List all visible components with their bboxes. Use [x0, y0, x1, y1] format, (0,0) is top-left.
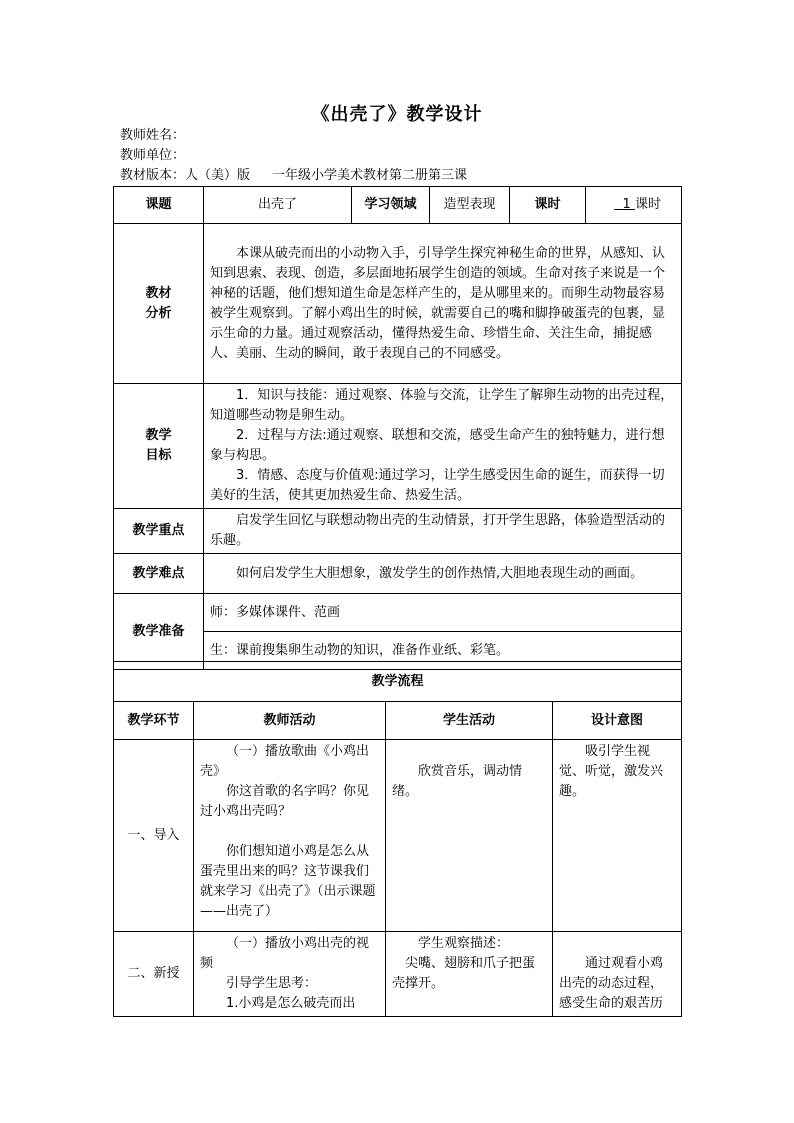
intent-cell: 通过观看小鸡出壳的动态过程，感受生命的艰苦历: [553, 932, 682, 1017]
flow-header-stage: 教学环节: [114, 702, 194, 740]
teacher-unit-line: 教师单位：: [120, 148, 186, 163]
goal-item: 3．情感、态度与价值观:通过学习，让学生感受因生命的诞生，而获得一切美好的生活，使其更加热爱生命、热爱生活。: [210, 468, 665, 503]
edition-line: [120, 167, 467, 185]
flow-header-teacher: 教师活动: [194, 702, 386, 740]
preparation-student: 生：课前搜集卵生动物的知识，准备作业纸、彩笔。: [204, 632, 682, 670]
topic-label: 课题: [114, 187, 204, 224]
table-row: [114, 740, 682, 932]
topic-value: 出壳了: [204, 187, 352, 224]
goals-text: [204, 384, 682, 509]
teaching-flow-table: [113, 661, 682, 1017]
difficulty-text: 如何启发学生大胆想象，激发学生的创作热情,大胆地表现生动的画面。: [204, 554, 682, 594]
key-point-label: 教学重点: [114, 509, 204, 554]
edition-label: 教材版本：人（美）版: [120, 168, 251, 183]
teacher-name-line: 教师姓名：: [120, 128, 186, 143]
flow-title: 教学流程: [114, 662, 682, 702]
table-row: [114, 932, 682, 1017]
preparation-teacher: 师：多媒体课件、范画: [204, 594, 682, 632]
goal-item: 1．知识与技能：通过观察、体验与交流，让学生了解卵生动物的出壳过程，知道哪些动物是卵生动。: [210, 388, 674, 423]
intent-cell: 吸引学生视觉、听觉，激发兴趣。: [553, 740, 682, 932]
teacher-activity-cell: （一）播放歌曲《小鸡出壳》 你这首歌的名字吗？你见过小鸡出壳吗？ 你们想知道小鸡是怎么从蛋壳里出来的吗？这节课我们就来学习《出壳了》（出示课题——出壳了）: [194, 740, 386, 932]
hours-cell: [586, 187, 682, 224]
student-activity-cell: 学生观察描述： 尖嘴、翅膀和爪子把蛋壳撑开。: [386, 932, 553, 1017]
preparation-label: 教学准备: [114, 594, 204, 670]
lesson-info-table: [113, 186, 682, 670]
analysis-text: 本课从破壳而出的小动物入手，引导学生探究神秘生命的世界，从感知、认知到思索、表现、创造，多层面地拓展学生创造的领域。生命对孩子来说是一个神秘的话题，他们想知道生命是怎样产生的，是从哪里来的。而卵生动物最容易被学生观察到。了解小鸡出生的时候，就需要自己的嘴和脚挣破蛋壳的包裹，显示生命的力量。通过观察活动，懂得热爱生命、珍惜生命、关注生命，捕捉感人、美丽、生动的瞬间，敢于表现自己的不同感受。: [204, 224, 682, 384]
student-activity-cell: 欣赏音乐，调动情绪。: [386, 740, 553, 932]
key-point-text: 启发学生回忆与联想动物出壳的生动情景，打开学生思路，体验造型活动的乐趣。: [204, 509, 682, 554]
flow-header-intent: 设计意图: [553, 702, 682, 740]
flow-header-student: 学生活动: [386, 702, 553, 740]
teacher-activity-cell: （一）播放小鸡出壳的视频 引导学生思考： 1.小鸡是怎么破壳而出: [194, 932, 386, 1017]
field-label: 学习领域: [352, 187, 430, 224]
stage-cell: 一、导入: [114, 740, 194, 932]
edition-detail: 一年级小学美术教材第二册第三课: [272, 168, 468, 183]
document-title: 《出壳了》教学设计: [311, 104, 483, 125]
goal-item: 2．过程与方法:通过观察、联想和交流，感受生命产生的独特魅力，进行想象与构思。: [210, 428, 665, 463]
goals-label: 教学 目标: [114, 384, 204, 509]
analysis-label: 教材 分析: [114, 224, 204, 384]
difficulty-label: 教学难点: [114, 554, 204, 594]
hours-unit: 课时: [634, 197, 661, 212]
stage-cell: 二、新授: [114, 932, 194, 1017]
hours-value: 1: [622, 197, 631, 212]
field-value: 造型表现: [430, 187, 510, 224]
hours-label: 课时: [510, 187, 586, 224]
